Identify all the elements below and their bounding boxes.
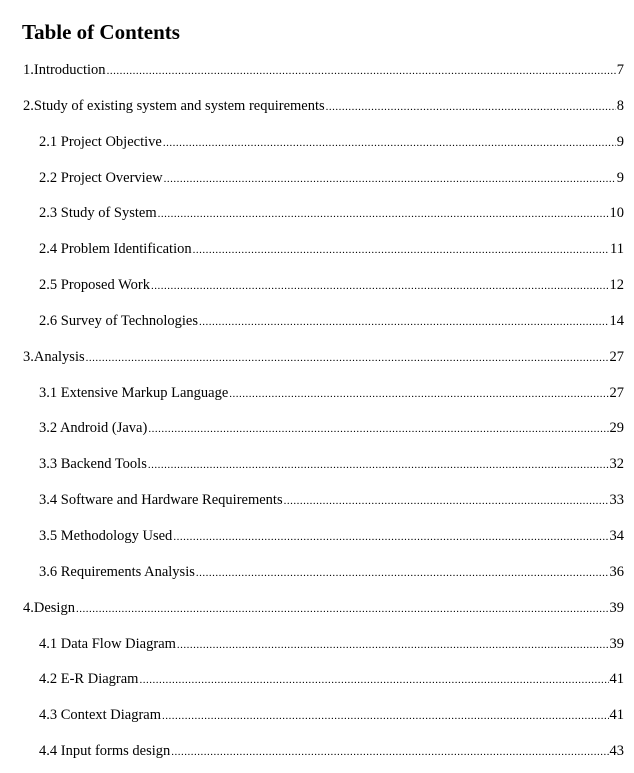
toc-page-number: 34 [609,527,624,544]
toc-page-number: 27 [609,384,624,401]
toc-dot-leader [177,628,609,664]
toc-entry-label: 4.3 Context Diagram [39,707,162,724]
toc-dot-leader [163,126,616,162]
toc-entry[interactable] [0,627,624,663]
toc-entry[interactable] [0,411,624,447]
toc-page-number: 7 [616,62,624,78]
toc-entry-label: 3.4 Software and Hardware Requirements [39,492,283,509]
toc-page-number: 14 [609,312,624,329]
toc-page-number: 43 [609,743,624,760]
toc-entry-label: 4.Design [23,599,75,616]
toc-entry[interactable] [0,698,624,734]
toc-entry-label: 2.4 Problem Identification [39,241,192,258]
toc-entry[interactable] [0,555,624,591]
toc-dot-leader [199,305,609,341]
toc-page-number: 11 [610,241,624,258]
toc-dot-leader [148,448,609,484]
toc-entry[interactable] [0,591,624,627]
toc-dot-leader [326,90,616,126]
toc-entry-label: 3.Analysis [23,348,85,365]
toc-entry-label: 2.5 Proposed Work [39,277,150,294]
toc-entry-label: 2.3 Study of System [39,205,157,222]
toc-page-number: 39 [609,635,624,652]
toc-dot-leader [158,197,609,233]
toc-dot-leader [76,592,609,628]
toc-entry[interactable] [0,340,624,376]
toc-dot-leader [86,341,609,377]
toc-page-number: 9 [616,133,624,150]
toc-page-number: 33 [609,492,624,509]
toc-entry-label: 3.1 Extensive Markup Language [39,384,229,401]
toc-dot-leader [229,377,608,413]
toc-dot-leader [164,162,616,198]
toc-entry[interactable] [0,662,624,698]
toc-dot-leader [173,520,608,556]
toc-page-number: 9 [616,169,624,186]
toc-entry[interactable] [0,304,624,340]
toc-dot-leader [162,699,608,735]
toc-entry-label: 2.6 Survey of Technologies [39,312,198,329]
toc-entry[interactable] [0,89,624,125]
toc-dot-leader [171,735,608,771]
toc-entry[interactable] [0,53,624,89]
toc-entry[interactable] [0,519,624,555]
toc-page-number: 39 [609,599,624,616]
toc-page-number: 41 [609,707,624,724]
toc-entry[interactable] [0,268,624,304]
toc-entry-label: 4.4 Input forms design [39,743,171,760]
toc-page-number: 32 [609,456,624,473]
toc-page-number: 36 [609,563,624,580]
toc-dot-leader [196,556,609,592]
toc-entry-label: 1.Introduction [23,62,106,78]
toc-page-number: 8 [616,97,624,114]
toc-page-number: 27 [609,348,624,365]
toc-entry-label: 2.1 Project Objective [39,133,162,150]
toc-entry-label: 4.2 E-R Diagram [39,671,139,688]
toc-entry[interactable] [0,734,624,770]
toc-entry[interactable] [0,483,624,519]
table-of-contents [0,53,634,770]
toc-dot-leader [139,663,608,699]
toc-entry-label: 3.6 Requirements Analysis [39,563,195,580]
toc-dot-leader [284,484,609,520]
toc-entry[interactable] [0,376,624,412]
toc-dot-leader [151,269,609,305]
toc-dot-leader [148,412,608,448]
toc-entry[interactable] [0,232,624,268]
toc-entry-label: 3.3 Backend Tools [39,456,147,473]
toc-entry-label: 2.Study of existing system and system requirements [23,97,325,114]
toc-entry-label: 3.5 Methodology Used [39,527,173,544]
toc-page-number: 29 [609,420,624,437]
toc-entry[interactable] [0,161,624,197]
toc-page-number: 41 [609,671,624,688]
toc-page-number: 10 [609,205,624,222]
page-title: Table of Contents [22,20,180,44]
toc-entry[interactable] [0,196,624,232]
toc-dot-leader [107,54,616,90]
toc-entry[interactable] [0,125,624,161]
toc-dot-leader [193,233,609,269]
toc-entry-label: 2.2 Project Overview [39,169,163,186]
toc-entry-label: 3.2 Android (Java) [39,420,148,437]
toc-entry[interactable] [0,447,624,483]
toc-entry-label: 4.1 Data Flow Diagram [39,635,176,652]
toc-page-number: 12 [609,277,624,294]
